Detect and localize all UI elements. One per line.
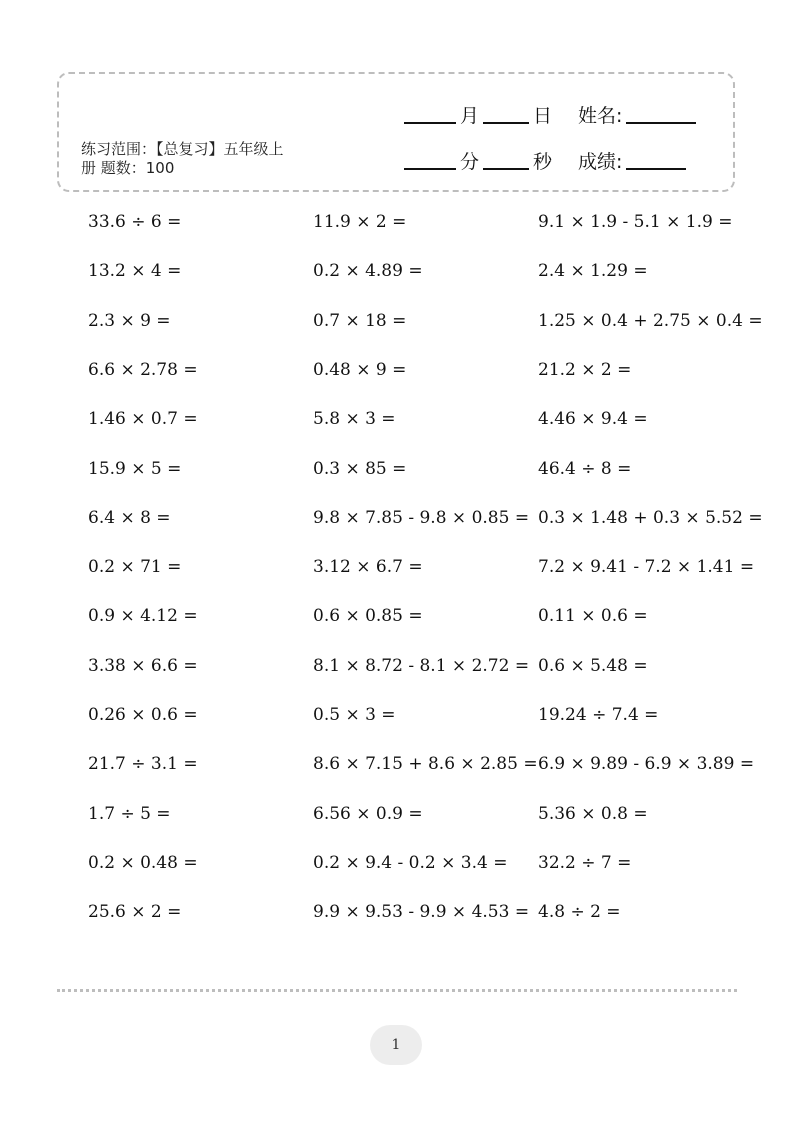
problem-item: 3.12 × 6.7 =	[313, 557, 423, 577]
scope-line-1: 练习范围：【总复习】五年级上	[81, 140, 284, 158]
problem-item: 4.8 ÷ 2 =	[538, 902, 621, 922]
problem-item: 21.7 ÷ 3.1 =	[88, 754, 198, 774]
problem-item: 6.6 × 2.78 =	[88, 360, 198, 380]
second-blank[interactable]	[483, 166, 529, 170]
problem-item: 0.26 × 0.6 =	[88, 705, 198, 725]
problem-item: 9.9 × 9.53 - 9.9 × 4.53 =	[313, 902, 530, 922]
time-score-row	[404, 146, 686, 174]
problem-item: 6.4 × 8 =	[88, 508, 171, 528]
problem-item: 0.2 × 71 =	[88, 557, 182, 577]
scope-line-2: 册 题数：100	[81, 159, 175, 177]
problem-item: 8.6 × 7.15 + 8.6 × 2.85 =	[313, 754, 538, 774]
problem-item: 0.5 × 3 =	[313, 705, 396, 725]
problem-item: 15.9 × 5 =	[88, 459, 182, 479]
problem-item: 3.38 × 6.6 =	[88, 656, 198, 676]
problem-item: 1.7 ÷ 5 =	[88, 804, 171, 824]
minute-blank[interactable]	[404, 166, 456, 170]
name-label: 姓名:	[578, 105, 623, 127]
month-label: 月	[460, 105, 480, 127]
date-name-row	[404, 100, 696, 128]
problem-item: 8.1 × 8.72 - 8.1 × 2.72 =	[313, 656, 530, 676]
month-blank[interactable]	[404, 120, 456, 124]
problem-item: 0.6 × 0.85 =	[313, 606, 423, 626]
score-blank[interactable]	[626, 166, 686, 170]
problem-item: 0.48 × 9 =	[313, 360, 407, 380]
problem-item: 7.2 × 9.41 - 7.2 × 1.41 =	[538, 557, 755, 577]
day-label: 日	[533, 105, 553, 127]
problem-item: 5.8 × 3 =	[313, 409, 396, 429]
problem-item: 6.56 × 0.9 =	[313, 804, 423, 824]
problem-item: 32.2 ÷ 7 =	[538, 853, 632, 873]
header-box	[57, 72, 735, 192]
second-label: 秒	[533, 151, 553, 173]
name-blank[interactable]	[626, 120, 696, 124]
problem-item: 0.3 × 85 =	[313, 459, 407, 479]
problem-item: 25.6 × 2 =	[88, 902, 182, 922]
problem-item: 46.4 ÷ 8 =	[538, 459, 632, 479]
score-label: 成绩:	[578, 151, 623, 173]
footer-divider	[57, 989, 737, 992]
problem-item: 1.25 × 0.4 + 2.75 × 0.4 =	[538, 311, 763, 331]
problem-item: 11.9 × 2 =	[313, 212, 407, 232]
problem-item: 21.2 × 2 =	[538, 360, 632, 380]
problem-item: 5.36 × 0.8 =	[538, 804, 648, 824]
problem-item: 2.4 × 1.29 =	[538, 261, 648, 281]
problem-item: 0.2 × 0.48 =	[88, 853, 198, 873]
problem-item: 0.2 × 4.89 =	[313, 261, 423, 281]
problem-item: 0.7 × 18 =	[313, 311, 407, 331]
problem-item: 0.9 × 4.12 =	[88, 606, 198, 626]
problem-item: 2.3 × 9 =	[88, 311, 171, 331]
problem-item: 33.6 ÷ 6 =	[88, 212, 182, 232]
problem-item: 0.3 × 1.48 + 0.3 × 5.52 =	[538, 508, 763, 528]
problem-item: 6.9 × 9.89 - 6.9 × 3.89 =	[538, 754, 755, 774]
problem-item: 0.2 × 9.4 - 0.2 × 3.4 =	[313, 853, 508, 873]
problem-item: 13.2 × 4 =	[88, 261, 182, 281]
problem-item: 9.8 × 7.85 - 9.8 × 0.85 =	[313, 508, 530, 528]
problem-item: 9.1 × 1.9 - 5.1 × 1.9 =	[538, 212, 733, 232]
problem-item: 1.46 × 0.7 =	[88, 409, 198, 429]
problem-item: 19.24 ÷ 7.4 =	[538, 705, 659, 725]
problem-item: 0.6 × 5.48 =	[538, 656, 648, 676]
problem-item: 0.11 × 0.6 =	[538, 606, 648, 626]
day-blank[interactable]	[483, 120, 529, 124]
practice-scope	[81, 140, 321, 178]
problem-item: 4.46 × 9.4 =	[538, 409, 648, 429]
minute-label: 分	[460, 151, 480, 173]
page-number: 1	[370, 1025, 422, 1065]
